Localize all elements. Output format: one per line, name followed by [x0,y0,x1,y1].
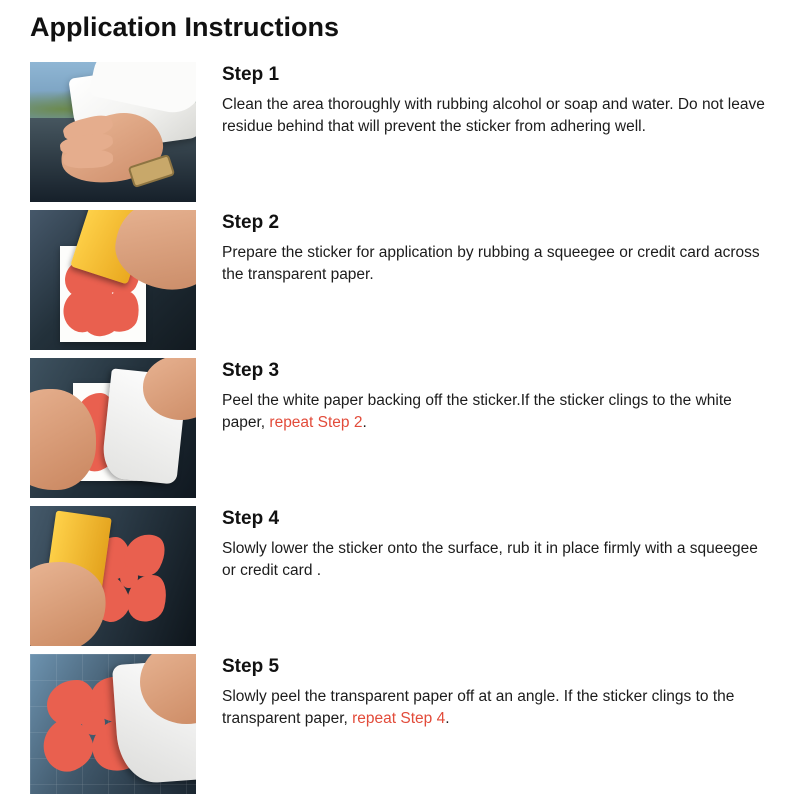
step-5-body [222,686,767,730]
step-3-heading: Step 3 [222,360,280,381]
step-3-body [222,390,767,434]
step-3-body-main: Peel the white paper backing off the sticker.If the sticker clings to the white paper, [222,392,732,431]
step-5-body-main: Slowly peel the transparent paper off at an angle. If the sticker clings to the transparent paper, [222,688,735,727]
list-item [30,506,770,646]
step-1-heading: Step 1 [222,64,280,85]
step-4-body [222,538,767,582]
flower-center [93,283,112,304]
step-2-text [196,210,770,286]
step-1-body [222,94,767,138]
flower-center [82,711,105,735]
steps-list [30,62,770,800]
step-5-heading: Step 5 [222,656,280,677]
step-4-image [30,506,196,646]
step-4-body-main: Slowly lower the sticker onto the surface, rub it in place firmly with a squeegee or credit card . [222,540,758,579]
step-3-image [30,358,196,498]
step-1-body-main: Clean the area thoroughly with rubbing alcohol or soap and water. Do not leave residue behind that will prevent the sticker from adhering well. [222,96,765,135]
step-5-body-tail: . [445,710,450,727]
step-1-image [30,62,196,202]
step-3-body-highlight: repeat Step 2 [269,414,363,431]
step-5-image [30,654,196,794]
step-2-body [222,242,767,286]
step-2-heading: Step 2 [222,212,280,233]
list-item [30,210,770,350]
step-3-body-tail: . [362,414,367,431]
list-item [30,62,770,202]
step-5-body-highlight: repeat Step 4 [352,710,446,727]
step-2-body-main: Prepare the sticker for application by rubbing a squeegee or credit card across the transparent paper. [222,244,760,283]
list-item [30,358,770,498]
step-5-text [196,654,770,730]
step-4-text [196,506,770,582]
step-4-heading: Step 4 [222,508,280,529]
step-1-text [196,62,770,138]
list-item [30,654,770,794]
step-3-text [196,358,770,434]
step-2-image [30,210,196,350]
page-title: Application Instructions [30,12,340,42]
